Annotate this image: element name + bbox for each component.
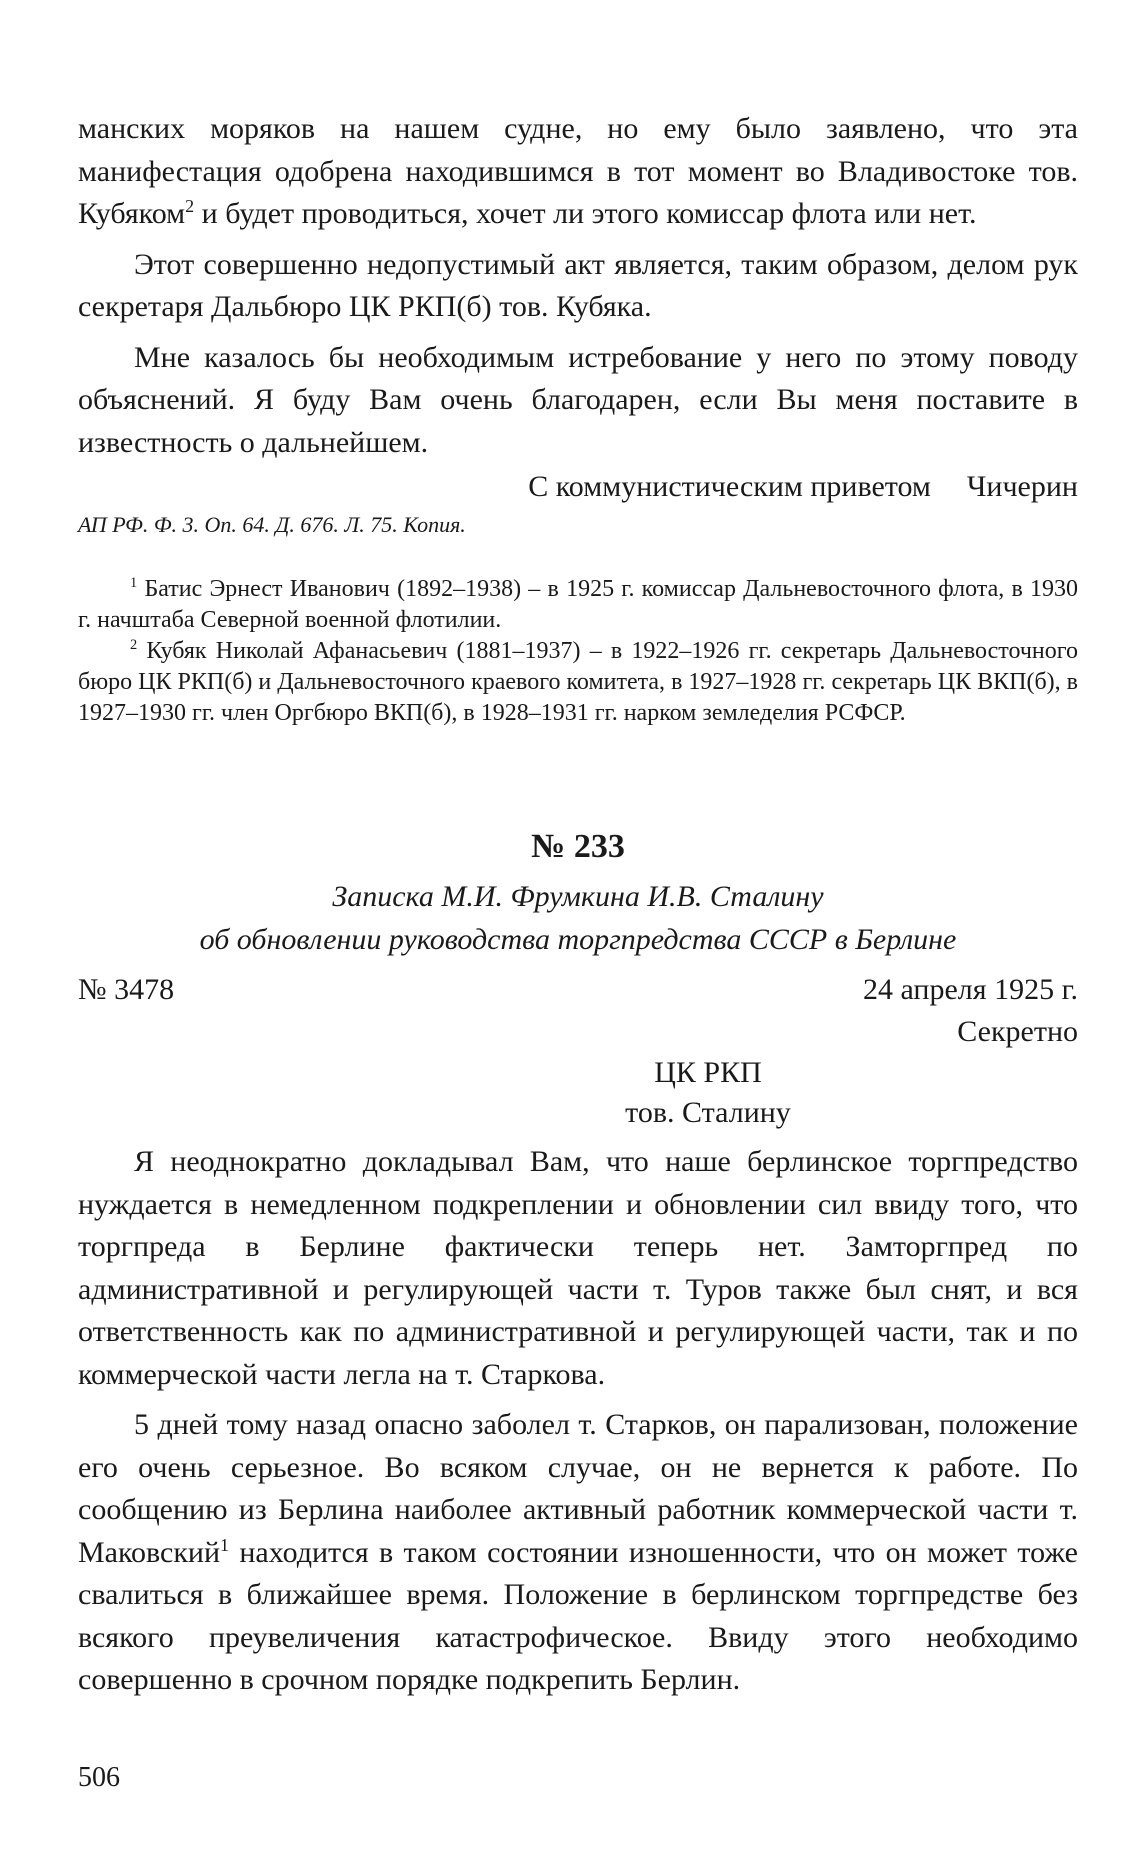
footnote-number: 2 bbox=[130, 637, 138, 653]
archive-reference: АП РФ. Ф. 3. Оп. 64. Д. 676. Л. 75. Копия. bbox=[78, 512, 466, 537]
paragraph: Мне казалось бы необходимым истребование у него по этому поводу объяснений. Я буду Вам очень благодарен, если Вы меня поставите в известность о дальнейшем. bbox=[78, 340, 1078, 459]
signature-line bbox=[78, 466, 1078, 508]
document-title bbox=[78, 875, 1078, 961]
paragraph-text: 5 дней тому назад опасно заболел т. Старков, он парализован, положение его очень серьезное. Во всяком случае, он не вернется к работе. По сообщению из Берлина наиболее активный работник коммерческой части т. Маковский bbox=[78, 1408, 1078, 1569]
paragraph-text: и будет проводиться, хочет ли этого комиссар флота или нет. bbox=[194, 197, 977, 230]
footnote-ref: 1 bbox=[220, 1534, 230, 1555]
closing-text: С коммунистическим приветом bbox=[528, 470, 931, 503]
paragraph bbox=[78, 108, 1078, 236]
paragraph: Этот совершенно недопустимый акт является, таким образом, делом рук секретаря Дальбюро ЦК РКП(б) тов. Кубяка. bbox=[78, 247, 1078, 323]
addressee bbox=[338, 1053, 1078, 1133]
document-number: № 233 bbox=[531, 828, 625, 865]
page-content bbox=[78, 108, 1078, 1702]
footnote-number: 1 bbox=[130, 575, 138, 591]
paragraph bbox=[78, 1404, 1078, 1702]
footnote-text: Кубяк Николай Афанасьевич (1881–1937) – в 1922–1926 гг. секретарь Дальневосточного бюро ЦК РКП(б) и Дальневосточного краевого комитета, в 1927–1928 гг. секретарь ЦК ВКП(б), в 1927–1930 гг. член Оргбюро ВКП(б), в 1928–1931 гг. нарком земледелия РСФСР. bbox=[78, 638, 1079, 726]
signer-name: Чичерин bbox=[966, 470, 1078, 503]
footnote-ref: 2 bbox=[185, 196, 195, 216]
paragraph: Я неоднократно докладывал Вам, что наше берлинское торгпредство нуждается в немедленном подкреплении и обновлении сил ввиду того, что торгпреда в Берлине фактически теперь нет. Замторгпред по административной и регулирующей части т. Туров также был снят, и вся ответственность как по административной и регулирующей части, так и по коммерческой части легла на т. Старкова. bbox=[78, 1145, 1078, 1391]
footnotes bbox=[78, 574, 1078, 729]
footnote bbox=[78, 636, 1078, 729]
paragraph-text: манских моряков на нашем судне, но ему было заявлено, что эта манифестация одобрена находившимся в тот момент во Владивостоке тов. Кубяком bbox=[78, 112, 1078, 230]
reference-number: № 3478 bbox=[78, 973, 175, 1006]
document-title-line: Записка М.И. Фрумкина И.В. Сталину bbox=[332, 880, 824, 913]
document-meta bbox=[78, 969, 1078, 1011]
addressee-line: ЦК РКП bbox=[654, 1056, 762, 1089]
footnote bbox=[78, 574, 1078, 636]
document-date: 24 апреля 1925 г. bbox=[863, 973, 1078, 1006]
paragraph-text: находится в таком состоянии изношенности, что он может тоже свалиться в ближайшее время. Положение в берлинском торгпредстве без всякого преувеличения катастрофическое. Ввиду этого необходимо совершенно в срочном порядке подкрепить Берлин. bbox=[78, 1535, 1078, 1696]
footnote-text: Батис Эрнест Иванович (1892–1938) – в 1925 г. комиссар Дальневосточного флота, в 1930 г. начштаба Северной военной флотилии. bbox=[78, 576, 1079, 633]
addressee-line: тов. Сталину bbox=[625, 1096, 791, 1129]
page-number: 506 bbox=[78, 1762, 120, 1793]
document-title-line: об обновлении руководства торгпредства СССР в Берлине bbox=[199, 923, 957, 956]
classification: Секретно bbox=[957, 1015, 1078, 1048]
